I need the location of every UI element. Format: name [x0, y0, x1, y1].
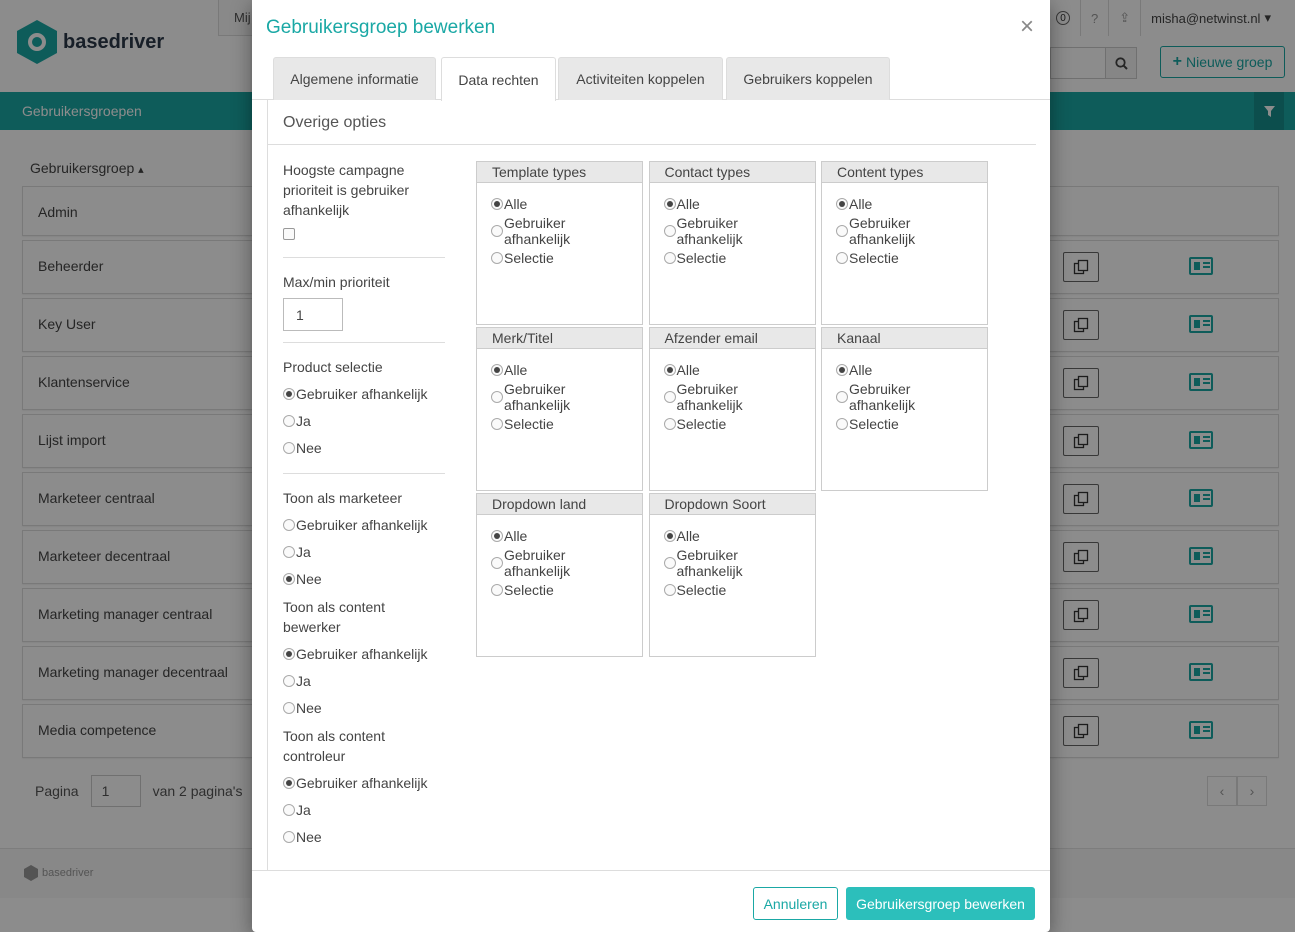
radio-button[interactable] [283, 675, 295, 687]
max-min-priority-input[interactable]: 1 [283, 298, 343, 331]
rights-box-kanaal [821, 327, 988, 491]
rights-box-afzender-email [649, 327, 816, 491]
edit-group-modal [252, 0, 1050, 932]
rights-box-title: Dropdown Soort [650, 494, 815, 515]
rights-box-template-types [476, 161, 643, 325]
radio-label: Selectie [676, 581, 727, 598]
radio-button[interactable] [283, 388, 295, 400]
option-nee[interactable] [283, 434, 445, 461]
option-alle[interactable] [491, 522, 628, 549]
radio-label: Selectie [849, 249, 899, 266]
option-gebruiker-afhankelijk[interactable] [283, 380, 445, 407]
radio-label: Nee [296, 699, 322, 716]
radio-label: Alle [849, 361, 873, 378]
option-gebruiker-afhankelijk[interactable] [491, 380, 628, 413]
radio-button[interactable] [836, 418, 848, 430]
option-selectie[interactable] [664, 576, 801, 603]
row-label: Marketing manager decentraal [38, 664, 228, 680]
nav-tab[interactable]: Mij [218, 0, 258, 36]
rights-box-title: Contact types [650, 162, 815, 183]
radio-button[interactable] [836, 252, 848, 264]
radio-label: Selectie [676, 415, 727, 432]
save-group-button[interactable]: Gebruikersgroep bewerken [846, 887, 1035, 920]
rights-box-title: Afzender email [650, 328, 815, 349]
row-label: Lijst import [38, 432, 106, 448]
section-title: Gebruikersgroepen [22, 103, 142, 119]
radio-label: Nee [296, 828, 322, 845]
radio-button[interactable] [283, 804, 295, 816]
help-icon[interactable]: ? [1080, 0, 1108, 36]
radio-button[interactable] [664, 225, 676, 237]
tab-link-activities[interactable]: Activiteiten koppelen [558, 57, 723, 100]
radio-button[interactable] [664, 584, 676, 596]
radio-button[interactable] [283, 831, 295, 843]
rights-box-title: Dropdown land [477, 494, 642, 515]
radio-button[interactable] [283, 546, 295, 558]
radio-button[interactable] [491, 418, 503, 430]
radio-label: Gebruiker afhankelijk [676, 380, 743, 413]
radio-label: Gebruiker afhankelijk [676, 546, 743, 579]
radio-label: Alle [504, 361, 528, 378]
radio-label: Nee [296, 439, 322, 456]
radio-label: Nee [296, 570, 322, 587]
option-selectie[interactable] [491, 576, 628, 603]
option-ja[interactable] [283, 538, 445, 565]
option-nee[interactable] [283, 694, 445, 721]
radio-button[interactable] [664, 391, 676, 403]
close-icon[interactable]: × [1019, 13, 1034, 40]
radio-label: Alle [676, 195, 700, 212]
radio-button[interactable] [836, 364, 848, 376]
radio-label: Gebruiker afhankelijk [849, 380, 916, 413]
show-as-content-controller-radios [283, 769, 445, 850]
show-as-content-editor-label: Toon als content bewerker [283, 599, 385, 635]
radio-button[interactable] [491, 364, 503, 376]
option-alle[interactable] [664, 356, 801, 383]
radio-label: Ja [296, 672, 311, 689]
option-selectie[interactable] [491, 410, 628, 437]
radio-button[interactable] [664, 557, 676, 569]
column-header-label: Gebruikersgroep [30, 160, 135, 176]
radio-label: Ja [296, 801, 311, 818]
radio-button[interactable] [491, 584, 503, 596]
row-label: Marketing manager centraal [38, 606, 213, 622]
show-as-marketeer-radios [283, 511, 445, 592]
rights-box-options [650, 349, 815, 437]
modal-footer [252, 870, 1050, 932]
option-ja[interactable] [283, 667, 445, 694]
radio-label: Gebruiker afhankelijk [296, 516, 428, 533]
option-selectie[interactable] [664, 410, 801, 437]
radio-label: Selectie [504, 581, 554, 598]
tab-general-info[interactable]: Algemene informatie [273, 57, 436, 100]
data-rights-panel [267, 100, 1035, 870]
radio-button[interactable] [491, 198, 503, 210]
radio-button[interactable] [283, 415, 295, 427]
rights-box-title: Merk/Titel [477, 328, 642, 349]
footer-brand: basedriver [42, 867, 94, 879]
rights-box-options [477, 183, 642, 271]
product-selection-label: Product selectie [283, 359, 383, 375]
radio-label: Alle [504, 195, 528, 212]
brand-name: basedriver [63, 30, 165, 53]
rights-box-title: Content types [822, 162, 987, 183]
cancel-button[interactable]: Annuleren [753, 887, 838, 920]
show-as-marketeer-label: Toon als marketeer [283, 490, 403, 506]
divider [283, 342, 445, 343]
radio-button[interactable] [491, 557, 503, 569]
notification-counter[interactable]: 0 [1045, 0, 1080, 36]
row-label: Media competence [38, 722, 157, 738]
divider [283, 257, 445, 258]
option-gebruiker-afhankelijk[interactable] [664, 380, 801, 413]
option-alle[interactable] [836, 356, 973, 383]
option-alle[interactable] [664, 190, 801, 217]
modal-title: Gebruikersgroep bewerken [266, 17, 496, 38]
prev-page-button[interactable]: ‹ [1207, 776, 1237, 806]
radio-label: Gebruiker afhankelijk [504, 546, 571, 579]
radio-label: Selectie [676, 249, 727, 266]
rights-box-options [477, 349, 642, 437]
option-nee[interactable] [283, 565, 445, 592]
max-min-priority-label: Max/min prioriteit [283, 274, 390, 290]
row-label: Klantenservice [38, 374, 130, 390]
option-selectie[interactable] [836, 410, 973, 437]
divider [283, 473, 445, 474]
rights-box-options [477, 515, 642, 603]
option-gebruiker-afhankelijk[interactable] [664, 546, 801, 579]
row-label: Beheerder [38, 258, 104, 274]
modal-tabs [252, 56, 1050, 100]
priority-dependent-checkbox[interactable] [283, 228, 295, 240]
tab-link-users[interactable]: Gebruikers koppelen [726, 57, 890, 100]
priority-dependent-label: Hoogste campagne prioriteit is gebruiker afhankelijk [283, 162, 410, 218]
radio-label: Gebruiker afhankelijk [504, 214, 571, 247]
tab-data-rights[interactable]: Data rechten [441, 57, 556, 101]
options-column [283, 160, 445, 850]
rights-box-dropdown-soort [649, 493, 816, 657]
rights-box-merk-titel [476, 327, 643, 491]
option-alle[interactable] [491, 190, 628, 217]
rights-box-options [650, 515, 815, 603]
radio-button[interactable] [283, 702, 295, 714]
plus-icon: + [1172, 53, 1182, 70]
pagination-label: Pagina [35, 783, 79, 799]
radio-label: Alle [676, 527, 700, 544]
radio-label: Alle [504, 527, 528, 544]
rights-box-options [822, 349, 987, 437]
product-selection-radios [283, 380, 445, 461]
option-gebruiker-afhankelijk[interactable] [283, 769, 445, 796]
rights-box-title: Template types [477, 162, 642, 183]
option-alle[interactable] [664, 522, 801, 549]
section-other-options: Overige opties [283, 114, 387, 131]
option-gebruiker-afhankelijk[interactable] [283, 511, 445, 538]
show-as-content-editor-radios [283, 640, 445, 721]
rights-box-title: Kanaal [822, 328, 987, 349]
rights-box-content-types [821, 161, 988, 325]
option-alle[interactable] [491, 356, 628, 383]
option-gebruiker-afhankelijk[interactable] [283, 640, 445, 667]
radio-label: Selectie [504, 249, 554, 266]
radio-label: Selectie [504, 415, 554, 432]
sort-asc-icon: ▴ [138, 164, 144, 176]
divider [268, 144, 1036, 145]
row-label: Marketeer centraal [38, 490, 155, 506]
rights-box-options [822, 183, 987, 271]
radio-button[interactable] [283, 648, 295, 660]
radio-label: Alle [676, 361, 700, 378]
caret-down-icon: ▾ [1264, 10, 1271, 25]
radio-label: Gebruiker afhankelijk [296, 774, 428, 791]
radio-button[interactable] [491, 225, 503, 237]
radio-label: Alle [849, 195, 873, 212]
radio-button[interactable] [836, 225, 848, 237]
rights-box-options [650, 183, 815, 271]
next-page-button[interactable]: › [1237, 776, 1267, 806]
option-nee[interactable] [283, 823, 445, 850]
row-label: Admin [38, 204, 78, 220]
radio-button[interactable] [491, 391, 503, 403]
radio-label: Gebruiker afhankelijk [849, 214, 916, 247]
show-as-content-controller-label: Toon als content controleur [283, 728, 385, 764]
radio-label: Selectie [849, 415, 899, 432]
user-email: misha@netwinst.nl [1151, 10, 1261, 26]
radio-label: Gebruiker afhankelijk [296, 385, 428, 402]
option-gebruiker-afhankelijk[interactable] [491, 214, 628, 247]
rights-box-contact-types [649, 161, 816, 325]
option-selectie[interactable] [664, 244, 801, 271]
option-gebruiker-afhankelijk[interactable] [836, 214, 973, 247]
radio-button[interactable] [664, 418, 676, 430]
option-gebruiker-afhankelijk[interactable] [664, 214, 801, 247]
option-gebruiker-afhankelijk[interactable] [491, 546, 628, 579]
option-selectie[interactable] [836, 244, 973, 271]
option-alle[interactable] [836, 190, 973, 217]
radio-button[interactable] [836, 198, 848, 210]
radio-button[interactable] [283, 777, 295, 789]
radio-label: Ja [296, 412, 311, 429]
radio-button[interactable] [491, 252, 503, 264]
radio-label: Gebruiker afhankelijk [504, 380, 571, 413]
radio-label: Ja [296, 543, 311, 560]
upload-icon[interactable]: ⇪ [1108, 0, 1140, 36]
page-number-input[interactable]: 1 [91, 775, 141, 807]
option-ja[interactable] [283, 796, 445, 823]
radio-button[interactable] [283, 442, 295, 454]
radio-label: Gebruiker afhankelijk [676, 214, 743, 247]
row-label: Marketeer decentraal [38, 548, 171, 564]
option-ja[interactable] [283, 407, 445, 434]
new-group-label: Nieuwe groep [1185, 54, 1273, 70]
radio-label: Gebruiker afhankelijk [296, 645, 428, 662]
option-gebruiker-afhankelijk[interactable] [836, 380, 973, 413]
radio-button[interactable] [664, 530, 676, 542]
row-label: Key User [38, 316, 96, 332]
radio-button[interactable] [664, 198, 676, 210]
radio-button[interactable] [491, 530, 503, 542]
radio-button[interactable] [283, 573, 295, 585]
option-selectie[interactable] [491, 244, 628, 271]
radio-button[interactable] [664, 364, 676, 376]
radio-button[interactable] [283, 519, 295, 531]
radio-button[interactable] [664, 252, 676, 264]
radio-button[interactable] [836, 391, 848, 403]
rights-box-dropdown-land [476, 493, 643, 657]
pagination-total: van 2 pagina's [152, 783, 243, 799]
